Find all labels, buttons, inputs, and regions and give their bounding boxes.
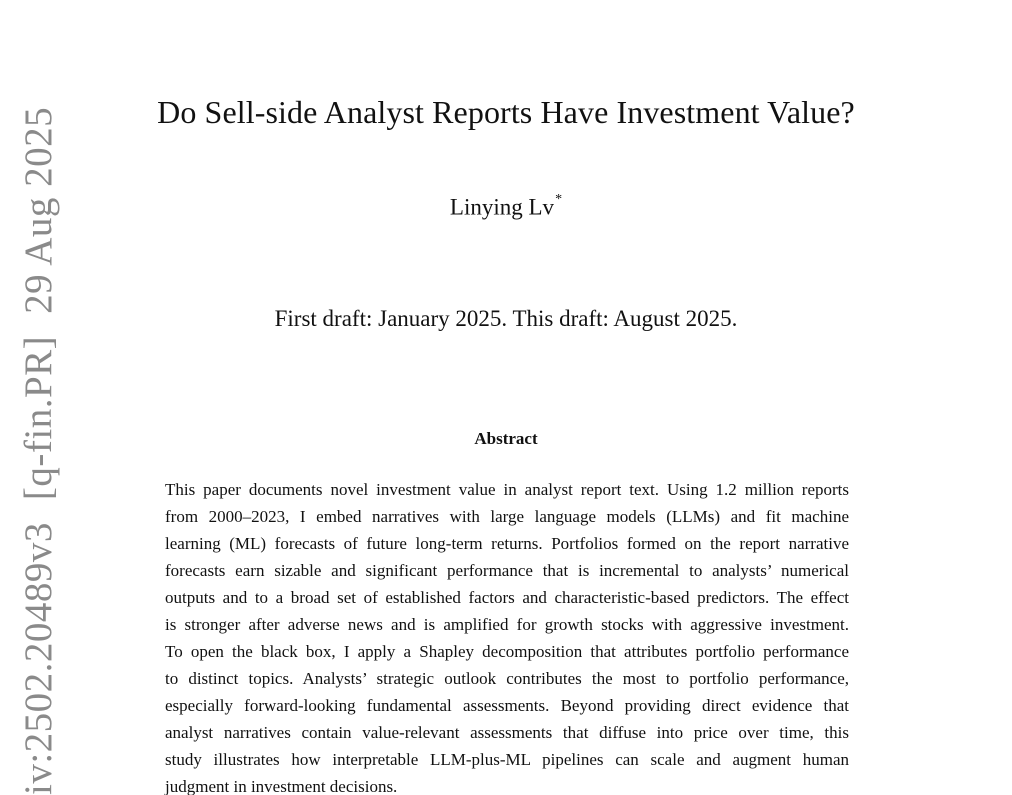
abstract-line: learning (ML) forecasts of future long-term returns. Portfolios formed on the report narrative bbox=[165, 534, 849, 553]
abstract-line: outputs and to a broad set of established factors and characteristic-based predictors. The effect bbox=[165, 588, 849, 607]
author-line bbox=[0, 188, 1012, 223]
abstract-body bbox=[165, 476, 849, 795]
arxiv-id: iv:2502.20489v3 bbox=[17, 522, 60, 795]
abstract-line: To open the black box, I apply a Shapley decomposition that attributes portfolio performance bbox=[165, 642, 849, 661]
abstract-line: from 2000–2023, I embed narratives with large language models (LLMs) and fit machine bbox=[165, 507, 849, 526]
author-footnote-mark: * bbox=[555, 192, 563, 207]
abstract-line: forecasts earn sizable and significant performance that is incremental to analysts’ numerical bbox=[165, 561, 849, 580]
abstract-line: study illustrates how interpretable LLM-plus-ML pipelines can scale and augment human bbox=[165, 750, 849, 769]
author-name: Linying Lv bbox=[449, 194, 555, 220]
abstract-heading: Abstract bbox=[474, 429, 538, 448]
arxiv-date: 29 Aug 2025 bbox=[17, 106, 60, 314]
abstract-line: to distinct topics. Analysts’ strategic outlook contributes the most to portfolio performance, bbox=[165, 669, 849, 688]
arxiv-category: [q-fin.PR] bbox=[17, 335, 60, 501]
paper-title: Do Sell-side Analyst Reports Have Investment Value? bbox=[157, 94, 855, 130]
abstract-line: especially forward-looking fundamental assessments. Beyond providing direct evidence that bbox=[165, 696, 849, 715]
abstract-line: This paper documents novel investment value in analyst report text. Using 1.2 million reports bbox=[165, 480, 849, 499]
abstract-line: analyst narratives contain value-relevant assessments that diffuse into price over time, this bbox=[165, 723, 849, 742]
draft-dates: First draft: January 2025. This draft: August 2025. bbox=[274, 306, 738, 331]
abstract-line: judgment in investment decisions. bbox=[165, 777, 398, 795]
abstract-line: is stronger after adverse news and is amplified for growth stocks with aggressive investment. bbox=[165, 615, 849, 634]
